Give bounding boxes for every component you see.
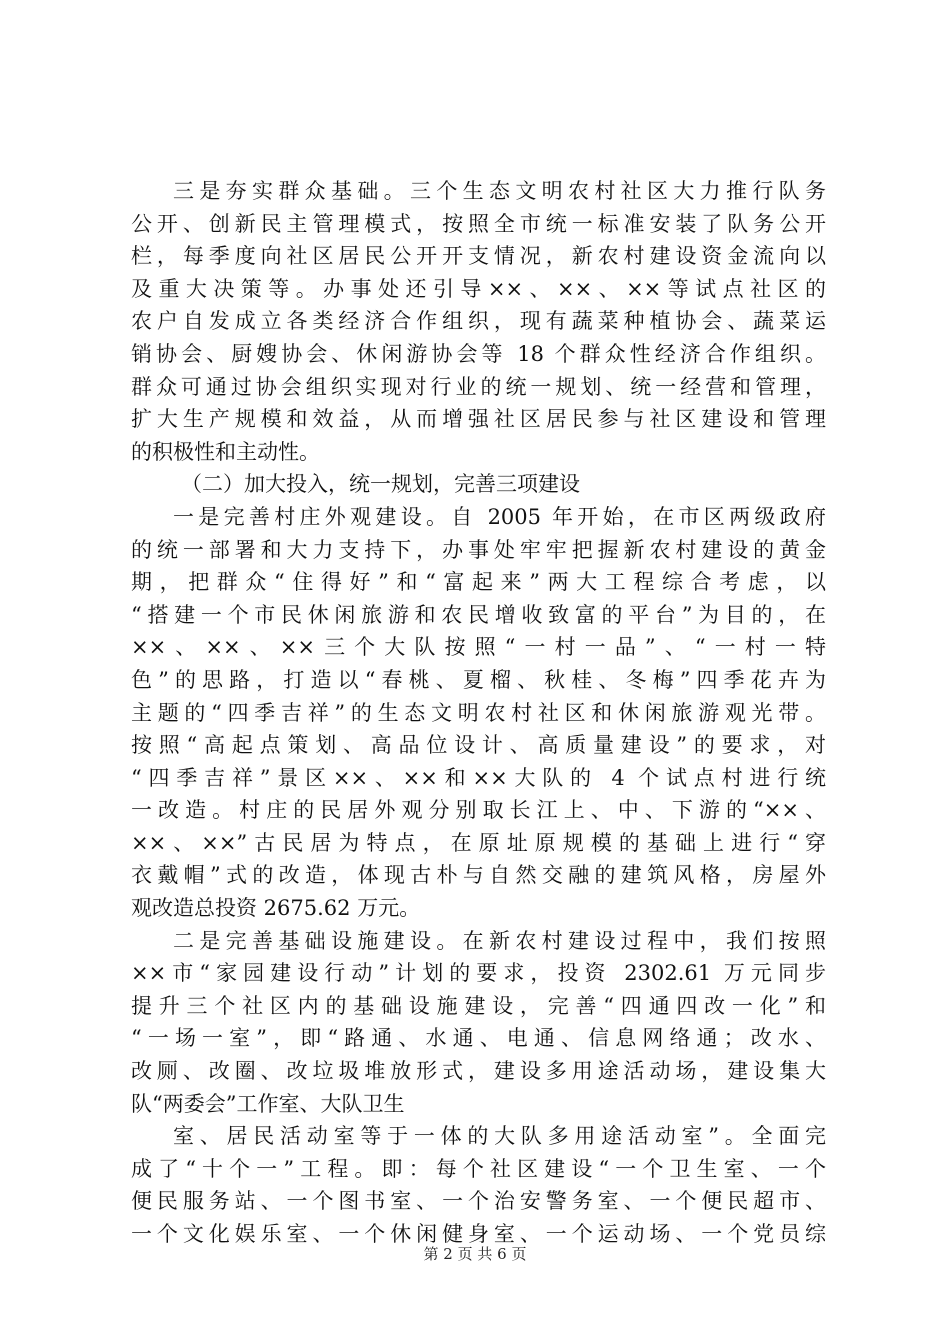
text-line: 的统一部署和大力支持下，办事处牢牢把握新农村建设的黄金 <box>131 537 826 562</box>
text-line: 一改造。村庄的民居外观分别取长江上、中、下游的“××、 <box>131 798 826 823</box>
text-line: 室、居民活动室等于一体的大队多用途活动室”。全面完 <box>173 1124 826 1149</box>
text-line: 便民服务站、一个图书室、一个治安警务室、一个便民超市、 <box>131 1189 826 1214</box>
text-line: 色”的思路，打造以“春桃、夏榴、秋桂、冬梅”四季花卉为 <box>131 667 826 692</box>
page-number-footer: 第 2 页 共 6 页 <box>423 1245 527 1263</box>
text-line: “四季吉祥”景区××、××和××大队的 4 个试点村进行统 <box>131 765 826 790</box>
text-line: “一场一室”，即“路通、水通、电通、信息网络通；改水、 <box>131 1026 826 1051</box>
text-line: “搭建一个市民休闲旅游和农民增收致富的平台”为目的，在 <box>131 602 826 627</box>
text-line: 观改造总投资 2675.62 万元。 <box>131 896 421 921</box>
paragraph-3 <box>131 925 826 1121</box>
text-line: 销协会、厨嫂协会、休闲游协会等 18 个群众性经济合作组织。 <box>131 341 826 366</box>
text-line: 主题的“四季吉祥”的生态文明农村社区和休闲旅游观光带。 <box>131 700 826 725</box>
text-line: 一个文化娱乐室、一个休闲健身室、一个运动场、一个党员综 <box>131 1222 826 1246</box>
text-line: ××、××”古民居为特点，在原址原规模的基础上进行“穿 <box>131 830 826 855</box>
paragraph-4 <box>131 1120 826 1250</box>
text-line: 按照“高起点策划、高品位设计、高质量建设”的要求，对 <box>131 733 826 758</box>
text-line: 衣戴帽”式的改造，体现古朴与自然交融的建筑风格，房屋外 <box>131 863 826 888</box>
text-line: 期，把群众“住得好”和“富起来”两大工程综合考虑，以 <box>131 570 826 595</box>
text-line: 改厕、改圈、改垃圾堆放形式，建设多用途活动场，建设集大 <box>131 1059 826 1084</box>
text-line: 群众可通过协会组织实现对行业的统一规划、统一经营和管理， <box>131 374 826 399</box>
text-line: ××市“家园建设行动”计划的要求，投资 2302.61 万元同步 <box>131 961 826 986</box>
paragraph-1 <box>131 175 826 468</box>
text-line: 二是完善基础设施建设。在新农村建设过程中，我们按照 <box>173 928 826 953</box>
text-line: 农户自发成立各类经济合作组织，现有蔬菜种植协会、蔬菜运 <box>131 309 826 334</box>
text-line: 的积极性和主动性。 <box>131 439 320 464</box>
text-line: 公开、创新民主管理模式，按照全市统一标准安装了队务公开 <box>131 211 826 236</box>
body-text <box>131 175 826 1251</box>
text-line: 及重大决策等。办事处还引导××、××、××等试点社区的 <box>131 276 826 301</box>
text-line: 扩大生产规模和效益，从而增强社区居民参与社区建设和管理 <box>131 407 826 432</box>
text-line: 提升三个社区内的基础设施建设，完善“四通四改一化”和 <box>131 993 826 1018</box>
text-line: 栏，每季度向社区居民公开开支情况，新农村建设资金流向以 <box>131 244 826 269</box>
text-line: 三是夯实群众基础。三个生态文明农村社区大力推行队务 <box>173 179 826 203</box>
section-heading: （二）加大投入，统一规划，完善三项建设 <box>181 472 580 497</box>
paragraph-2 <box>131 501 826 925</box>
text-line: 成了“十个一”工程。即：每个社区建设“一个卫生室、一个 <box>131 1156 826 1181</box>
text-line: 队“两委会”工作室、大队卫生 <box>131 1091 405 1116</box>
text-line: 一是完善村庄外观建设。自 2005 年开始，在市区两级政府 <box>173 504 826 529</box>
text-line: ××、××、××三个大队按照“一村一品”、“一村一特 <box>131 635 826 660</box>
